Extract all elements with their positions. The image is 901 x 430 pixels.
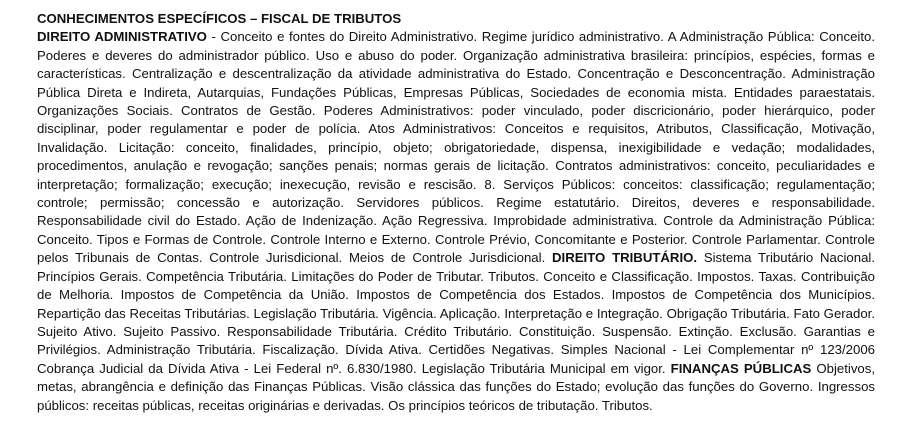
section-text-financas-publicas: Objetivos, metas, abrangência e definição das Finanças Públicas. Visão clássica das funções do Estado; evolução das funções do Governo. Ingressos públicos: receitas públicas, receitas originárias e derivadas. Os princípios teóricos de tributação. Tributos. [37, 360, 876, 413]
section-label-financas-publicas: FINANÇAS PÚBLICAS [670, 360, 812, 376]
section-text-direito-administrativo: - Conceito e fontes do Direito Administrativo. Regime jurídico administrativo. A Administração Pública: Conceito. Poderes e deveres do administrador público. Uso e abuso do poder. Organização administrativa brasileira: princípios, espécies, formas e características. Centralização e descentralização da atividade administrativa do Estado. Concentração e Desconcentração. Administração Pública Direta e Indireta, Autarquias, Fundações Públicas, Empresas Públicas, Sociedades de economia mista. Entidades paraestatais. Organizações Sociais. Contratos de Gestão. Poderes Administrativos: poder vinculado, poder discricionário, poder hierárquico, poder disciplinar, poder regulamentar e poder de polícia. Atos Administrativos: Conceitos e requisitos, Atributos, Classificação, Motivação, Invalidação. Licitação: conceito, finalidades, princípio, objeto; obrigatoriedade, dispensa, inexigibilidade e vedação; modalidades, procedimentos, anulação e revogação; sanções penais; normas gerais de licitação. Contratos administrativos: conceito, peculiaridades e interpretação; formalização; execução; inexecução, revisão e rescisão. 8. Serviços Públicos: conceitos: classificação; regulamentação; controle; permissão; concessão e autorização. Servidores públicos. Regime estatutário. Direitos, deveres e responsabilidade. Responsabilidade civil do Estado. Ação de Indenização. Ação Regressiva. Improbidade administrativa. Controle da Administração Pública: Conceito. Tipos e Formas de Controle. Controle Interno e Externo. Controle Prévio, Concomitante e Posterior. Controle Parlamentar. Controle pelos Tribunais de Contas. Controle Jurisdicional. Meios de Controle Jurisdicional. [37, 29, 875, 266]
document-heading: CONHECIMENTOS ESPECÍFICOS – FISCAL DE TRIBUTOS [37, 11, 402, 26]
section-label-direito-administrativo: DIREITO ADMINISTRATIVO [37, 29, 207, 45]
section-label-direito-tributario: DIREITO TRIBUTÁRIO. [552, 250, 698, 266]
document-page [37, 10, 875, 415]
section-text-direito-tributario: Sistema Tributário Nacional. Princípios Gerais. Competência Tributária. Limitações do Poder de Tributar. Tributos. Conceito e Classificação. Impostos. Taxas. Contribuição de Melhoria. Impostos de Competência da União. Impostos de Competência dos Estados. Impostos de Competência dos Municípios. Repartição das Receitas Tributárias. Legislação Tributária. Vigência. Aplicação. Interpretação e Integração. Obrigação Tributária. Fato Gerador. Sujeito Ativo. Sujeito Passivo. Responsabilidade Tributária. Crédito Tributário. Constituição. Suspensão. Extinção. Exclusão. Garantias e Privilégios. Administração Tributária. Fiscalização. Dívida Ativa. Certidões Negativas. Simples Nacional - Lei Complementar nº 123/2006 Cobrança Judicial da Dívida Ativa - Lei Federal nº. 6.830/1980. Legislação Tributária Municipal em vigor. [37, 250, 875, 376]
syllabus-paragraph [37, 28, 875, 415]
